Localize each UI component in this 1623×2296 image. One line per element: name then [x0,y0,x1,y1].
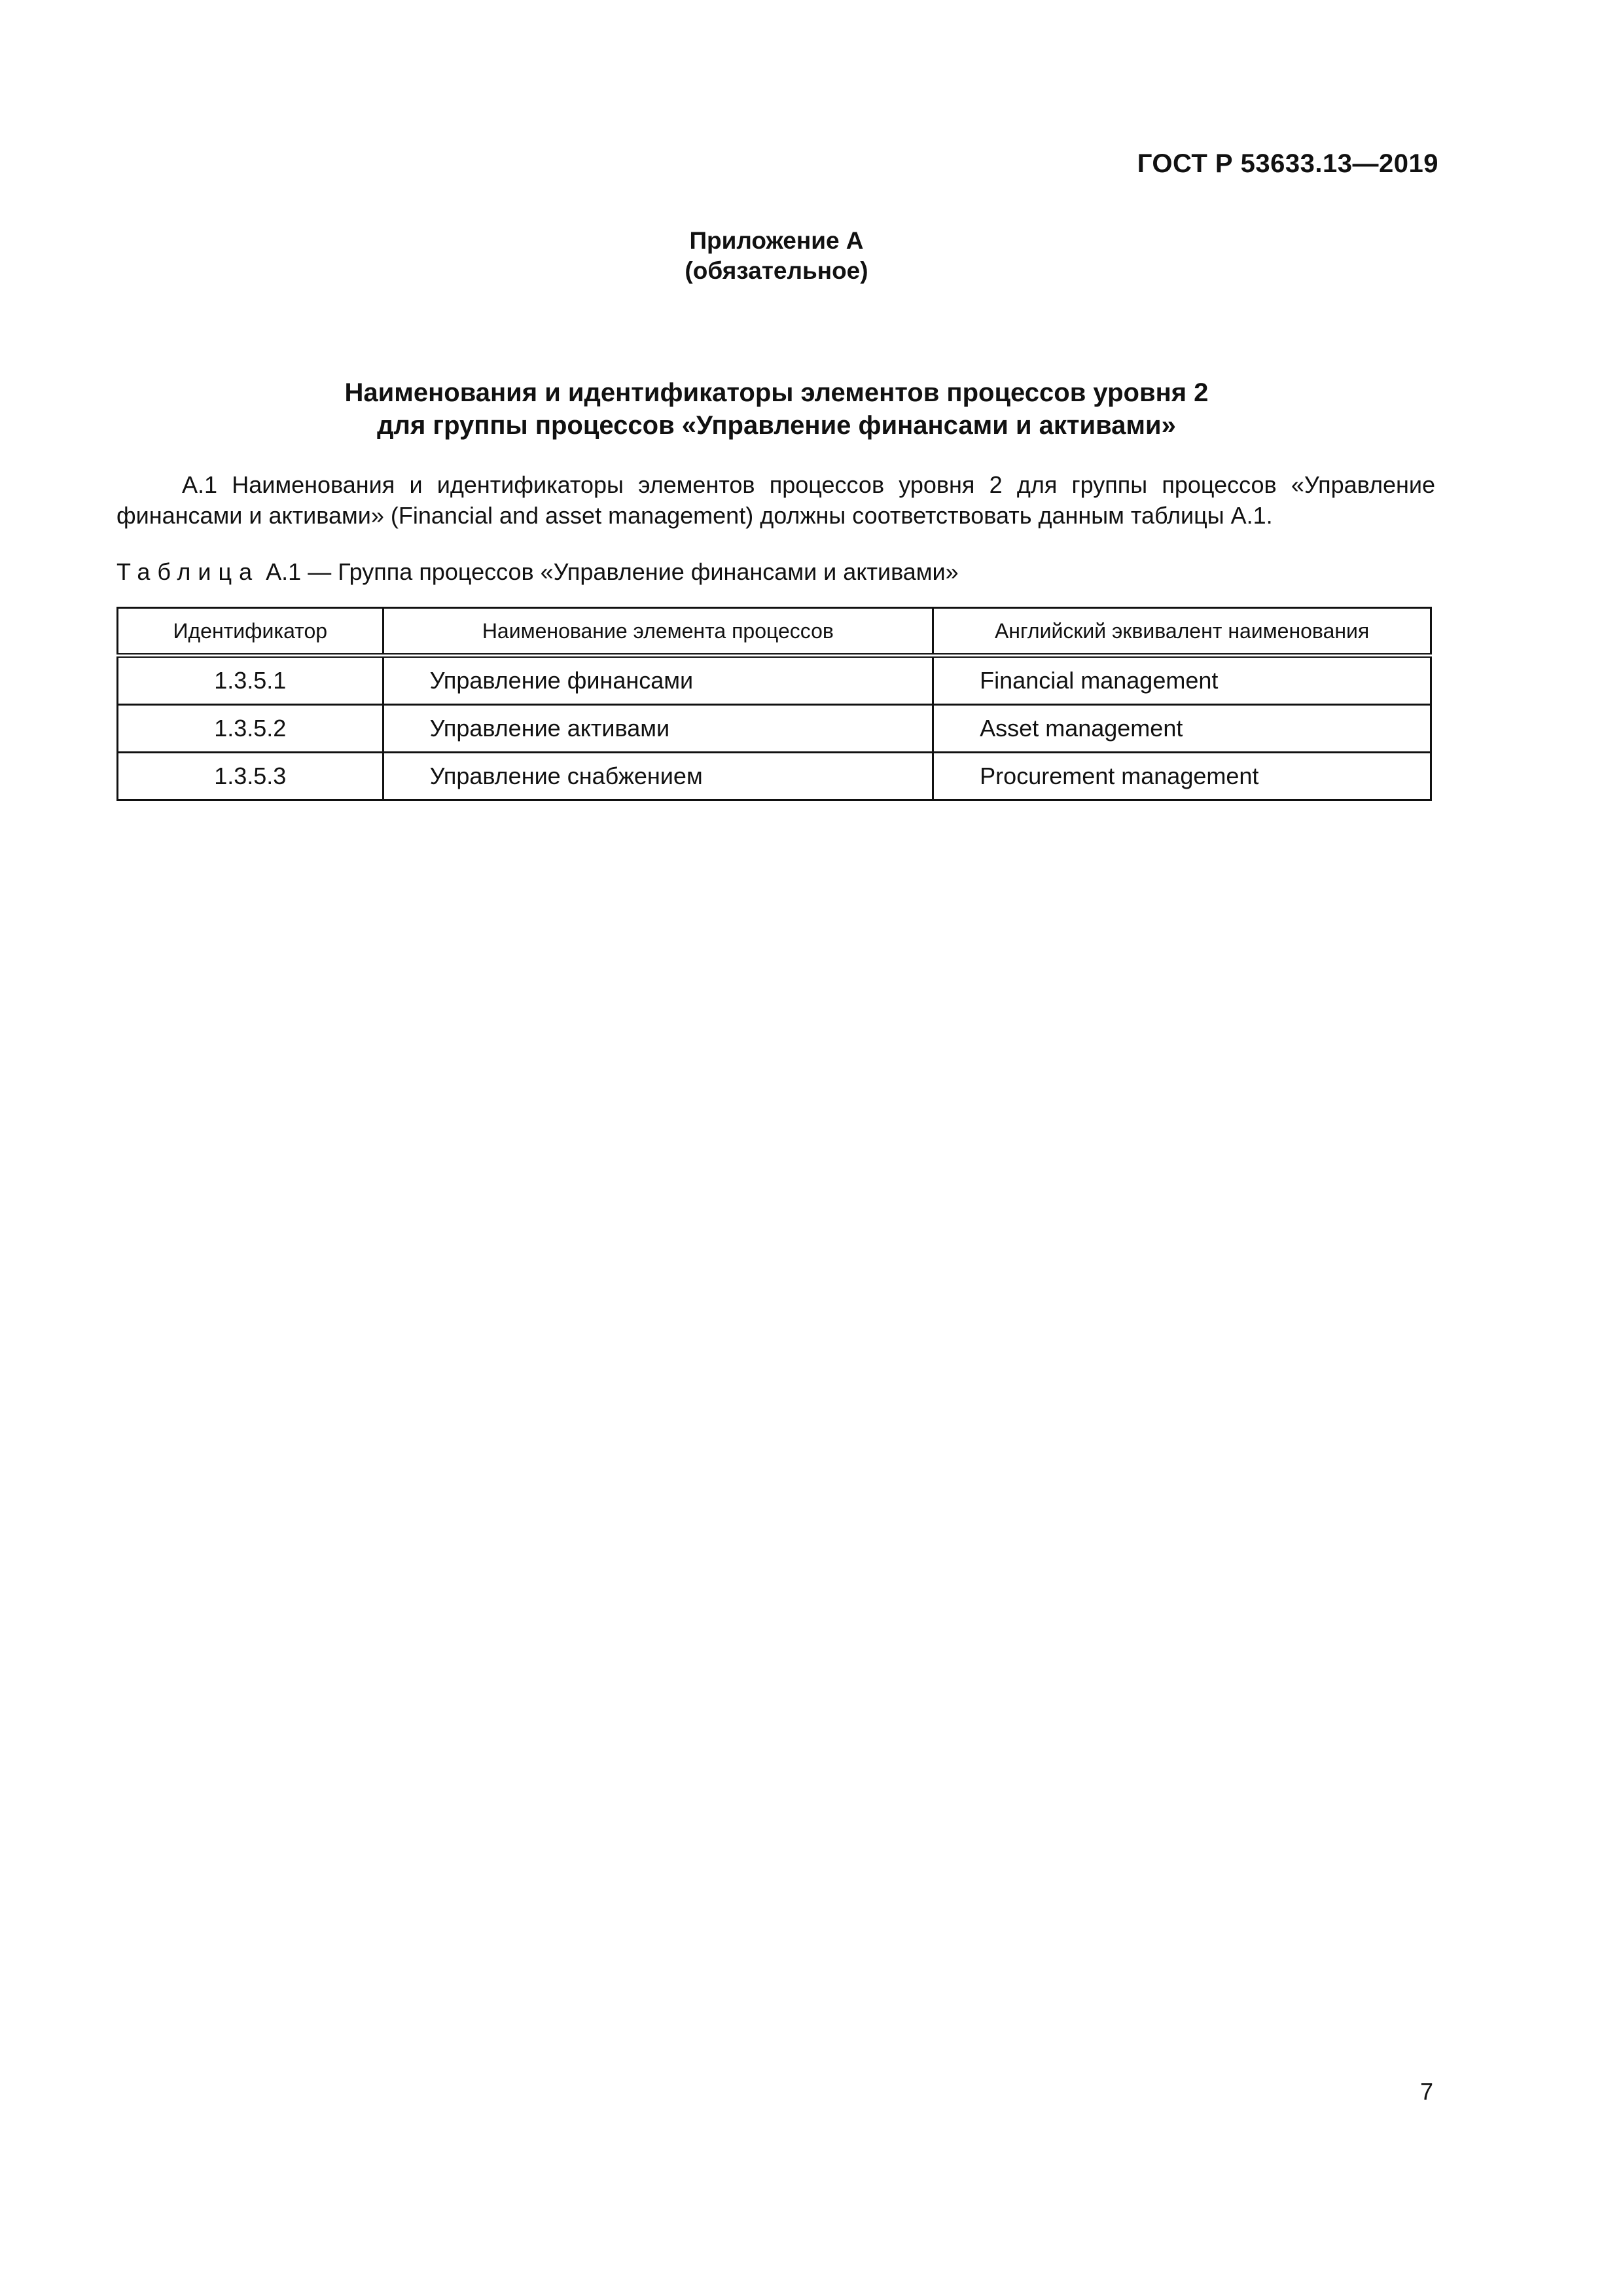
heading-line-1: Наименования и идентификаторы элементов процессов уровня 2 [344,378,1209,407]
table-row [118,753,1431,800]
cell-english-name: Procurement management [933,753,1431,800]
appendix-status: (обязательное) [685,257,868,284]
table-caption-label: Таблица [116,558,260,585]
cell-english-name: Financial management [933,656,1431,705]
cell-identifier: 1.3.5.3 [118,753,383,800]
process-table [116,607,1432,801]
cell-process-name: Управление активами [383,705,933,753]
cell-english-name: Asset management [933,705,1431,753]
cell-identifier: 1.3.5.1 [118,656,383,705]
appendix-header [0,226,1553,286]
section-heading [0,376,1553,442]
cell-identifier: 1.3.5.2 [118,705,383,753]
heading-line-2: для группы процессов «Управление финансами и активами» [377,411,1176,440]
page-number: 7 [1419,2078,1433,2105]
appendix-title: Приложение А [689,227,864,254]
column-header-english-name: Английский эквивалент наименования [933,608,1431,656]
cell-process-name: Управление снабжением [383,753,933,800]
cell-process-name: Управление финансами [383,656,933,705]
table-row [118,705,1431,753]
table-caption [116,558,959,586]
body-paragraph: А.1 Наименования и идентификаторы элементов процессов уровня 2 для группы процессов «Управление финансами и активами» (Financial and asset management) должны соответствовать данным таблицы А.1. [116,471,1435,529]
column-header-identifier: Идентификатор [118,608,383,656]
table-header-row [118,608,1431,656]
column-header-process-name: Наименование элемента процессов [383,608,933,656]
table-caption-text: А.1 — Группа процессов «Управление финансами и активами» [266,558,959,585]
table-row [118,656,1431,705]
document-code: ГОСТ Р 53633.13—2019 [1137,149,1438,178]
